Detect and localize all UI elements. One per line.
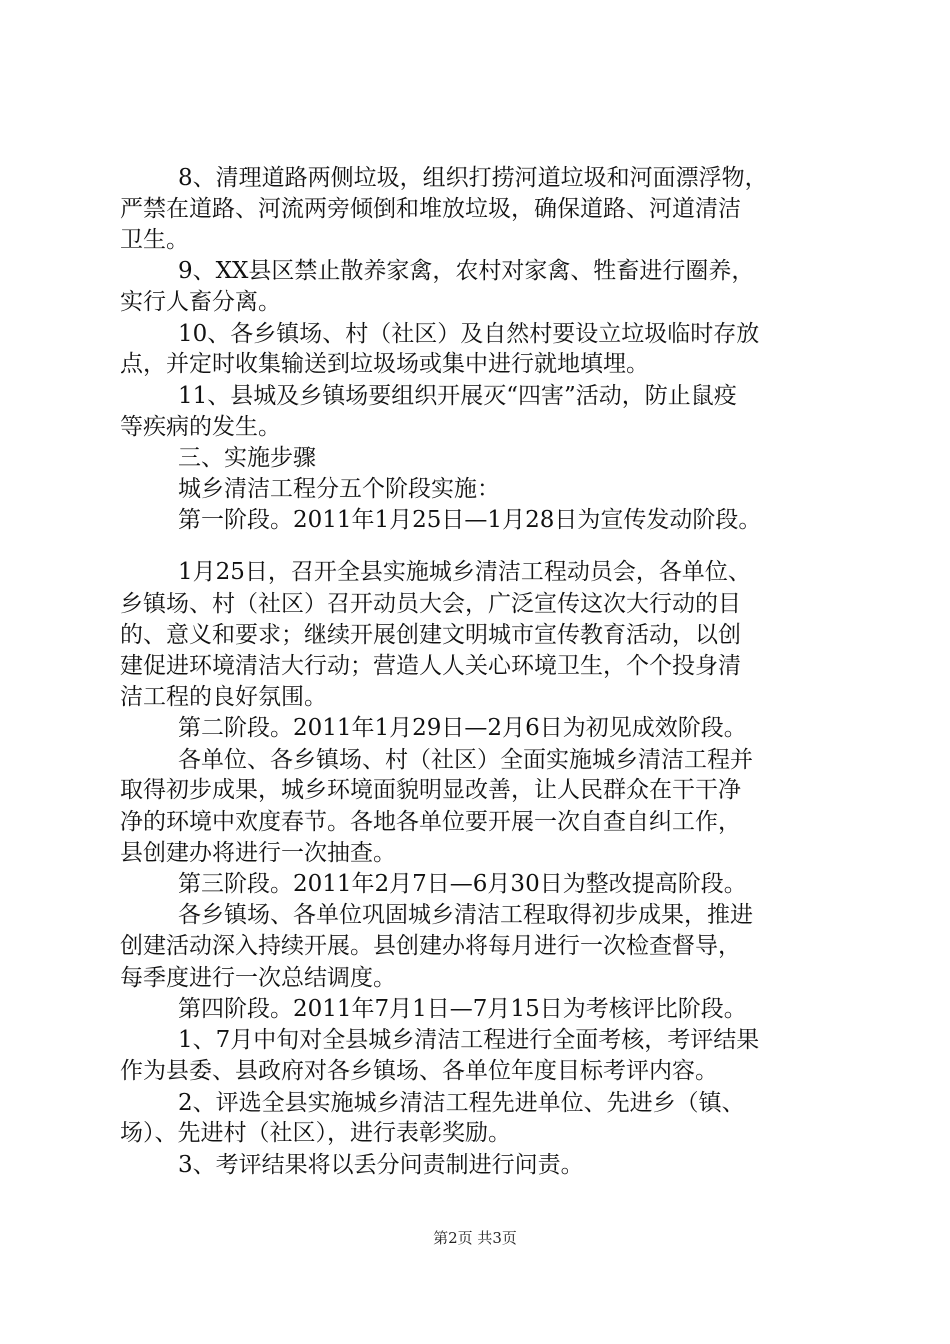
paragraph-first-line: 第四阶段。2011年7月1日—7月15日为考核评比阶段。 (178, 996, 747, 1022)
paragraph-line: 严禁在道路、河流两旁倾倒和堆放垃圾，确保道路、河道清洁 (120, 196, 741, 222)
paragraph-first-line: 3、考评结果将以丢分问责制进行问责。 (178, 1152, 584, 1178)
paragraph-line: 点，并定时收集输送到垃圾场或集中进行就地填埋。 (120, 351, 649, 377)
paragraph-line: 场）、先进村（社区），进行表彰奖励。 (120, 1120, 511, 1146)
paragraph-line: 作为县委、县政府对各乡镇场、各单位年度目标考评内容。 (120, 1058, 718, 1084)
paragraph-first-line: 第一阶段。2011年1月25日—1月28日为宣传发动阶段。 (178, 507, 762, 533)
paragraph-line: 的、意义和要求；继续开展创建文明城市宣传教育活动，以创 (120, 622, 741, 648)
paragraph-line: 等疾病的发生。 (120, 414, 281, 440)
paragraph-line: 每季度进行一次总结调度。 (120, 965, 396, 991)
paragraph-line: 净的环境中欢度春节。各地各单位要开展一次自查自纠工作， (120, 809, 741, 835)
paragraph-first-line: 8、清理道路两侧垃圾，组织打捞河道垃圾和河面漂浮物， (178, 165, 768, 191)
paragraph-line: 乡镇场、村（社区）召开动员大会，广泛宣传这次大行动的目 (120, 591, 741, 617)
paragraph-first-line: 各单位、各乡镇场、村（社区）全面实施城乡清洁工程并 (178, 747, 753, 773)
paragraph-first-line: 1、7月中旬对全县城乡清洁工程进行全面考核，考评结果 (178, 1027, 760, 1053)
paragraph-first-line: 2、评选全县实施城乡清洁工程先进单位、先进乡（镇、 (178, 1090, 745, 1116)
paragraph-first-line: 城乡清洁工程分五个阶段实施： (178, 476, 500, 502)
page-footer: 第2页 共3页 (433, 1229, 517, 1247)
paragraph-first-line: 9、XX县区禁止散养家禽，农村对家禽、牲畜进行圈养， (178, 258, 755, 284)
paragraph-line: 实行人畜分离。 (120, 289, 281, 315)
paragraph-first-line: 10、各乡镇场、村（社区）及自然村要设立垃圾临时存放 (178, 321, 760, 347)
paragraph-line: 卫生。 (120, 227, 189, 253)
paragraph-first-line: 三、实施步骤 (178, 445, 316, 471)
paragraph-line: 创建活动深入持续开展。县创建办将每月进行一次检查督导， (120, 933, 741, 959)
paragraph-line: 建促进环境清洁大行动；营造人人关心环境卫生，个个投身清 (120, 653, 741, 679)
paragraph-line: 县创建办将进行一次抽查。 (120, 840, 396, 866)
paragraph-first-line: 第二阶段。2011年1月29日—2月6日为初见成效阶段。 (178, 715, 747, 741)
paragraph-first-line: 11、县城及乡镇场要组织开展灭“四害”活动，防止鼠疫 (178, 383, 737, 409)
paragraph-first-line: 1月25日，召开全县实施城乡清洁工程动员会，各单位、 (178, 559, 751, 585)
paragraph-line: 取得初步成果，城乡环境面貌明显改善，让人民群众在干干净 (120, 777, 741, 803)
paragraph-first-line: 第三阶段。2011年2月7日—6月30日为整改提高阶段。 (178, 871, 747, 897)
paragraph-first-line: 各乡镇场、各单位巩固城乡清洁工程取得初步成果，推进 (178, 902, 753, 928)
paragraph-line: 洁工程的良好氛围。 (120, 684, 327, 710)
